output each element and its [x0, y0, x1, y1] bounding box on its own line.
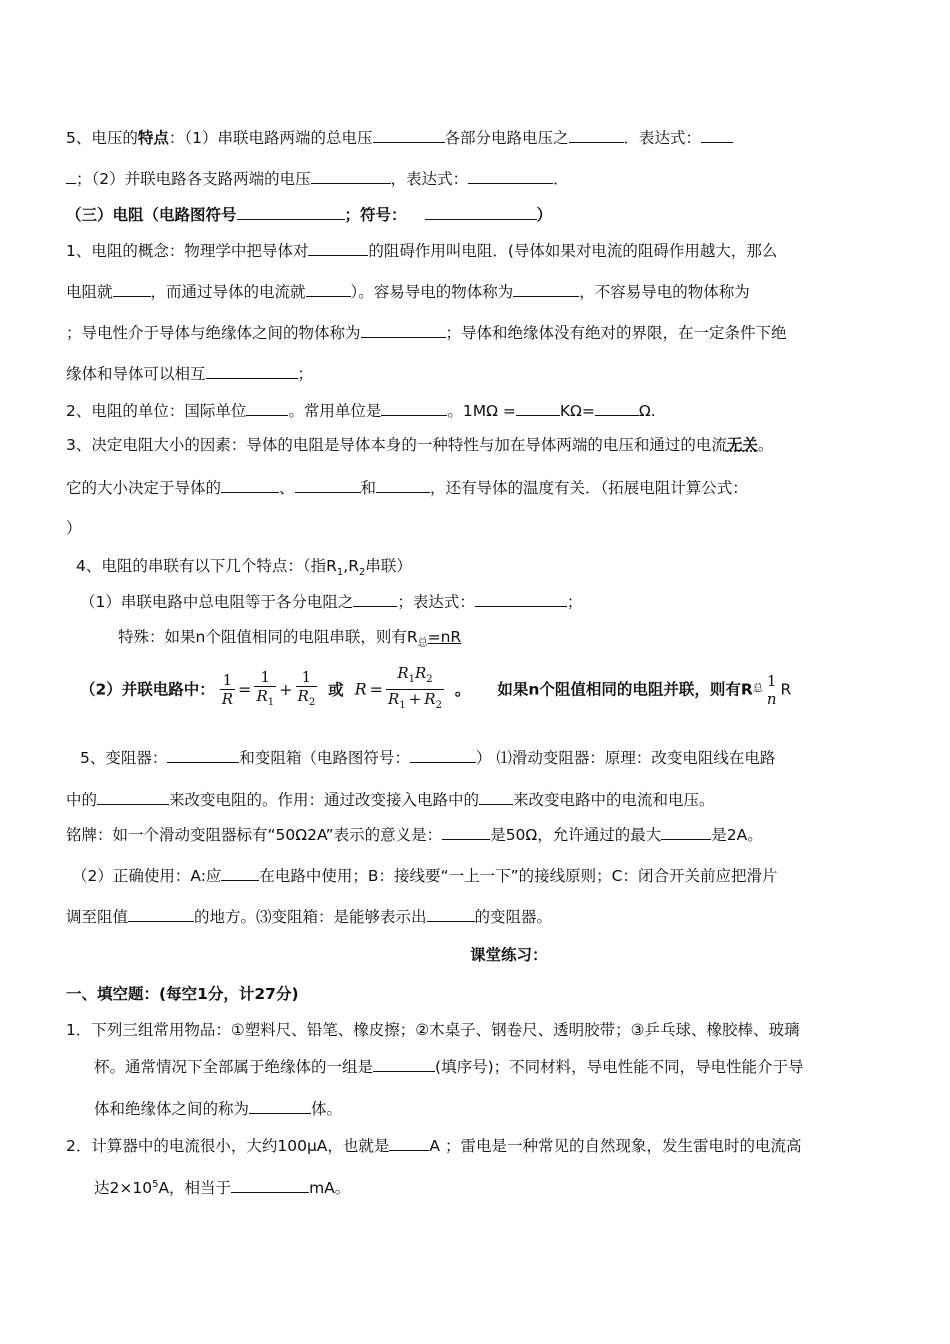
resistance-concept-line2 [66, 282, 750, 302]
text: 达2×10 [94, 1179, 153, 1198]
series-point1 [80, 592, 582, 612]
blank[interactable] [475, 592, 567, 607]
blank[interactable] [373, 128, 445, 143]
resistance-factors-line1 [66, 435, 773, 455]
bold-text: 如果n个阻值相同的电阻并联，则有R [497, 680, 753, 699]
text: ） [66, 519, 82, 537]
practice-title [470, 945, 548, 965]
voltage-characteristics-line2 [66, 169, 569, 189]
text: 。常用单位是 [288, 402, 382, 420]
resistance-concept-line4 [66, 364, 313, 384]
resistance-heading [66, 205, 552, 225]
denominator [386, 689, 444, 715]
blank[interactable] [206, 364, 298, 379]
text: 是2A。 [711, 826, 763, 844]
text: 1．下列三组常用物品：①塑料尺、铅笔、橡皮擦；②木桌子、钢卷尺、透明胶带；③乒乓球、橡胶棒、玻璃 [66, 1021, 800, 1039]
bold-text: 特点 [137, 129, 169, 147]
text: 的变阻器。 [474, 908, 553, 926]
text: ）。容易导电的物体称为 [350, 283, 514, 301]
denominator [296, 686, 318, 712]
question-1-line3 [94, 1099, 342, 1119]
text: 是50Ω，允许通过的最大 [490, 826, 662, 844]
parallel-line [80, 664, 791, 710]
question-1-line2 [94, 1057, 804, 1077]
var: R [397, 664, 409, 682]
question-2-line1 [66, 1136, 801, 1156]
blank[interactable] [595, 401, 639, 416]
text: 体。 [311, 1100, 343, 1118]
blank[interactable] [442, 825, 490, 840]
text: ；导电性介于导体与绝缘体之间的物体称为 [66, 324, 361, 342]
formula-text: =nR [427, 628, 462, 646]
text: ；（2）并联电路各支路两端的电压 [76, 170, 311, 188]
fraction-product-over-sum [386, 664, 444, 715]
rheostat-line3 [66, 825, 763, 845]
subscript: 总 [417, 638, 428, 650]
blank[interactable] [246, 401, 288, 416]
text: 在电路中使用；B：接线要“一上一下”的接线原则；C：闭合开关前应把滑片 [259, 867, 778, 885]
blank[interactable] [701, 128, 733, 143]
text: ；表达式： [397, 593, 475, 611]
resistance-factors-line3 [66, 518, 82, 538]
blank[interactable] [113, 282, 151, 297]
text: 中的 [66, 791, 98, 809]
text: 3、决定电阻大小的因素：导体的电阻是导体本身的一种特性与加在导体两端的电压和通过的电流 [66, 436, 727, 454]
text: 来改变电路中的电流和电压。 [513, 791, 715, 809]
blank[interactable] [295, 478, 361, 493]
superscript: 5 [152, 1179, 159, 1190]
numerator: 1 [766, 671, 777, 690]
question-1-line1 [66, 1020, 800, 1040]
blank[interactable] [237, 205, 345, 220]
text: 、 [279, 479, 295, 497]
resistance-concept-line3 [66, 323, 787, 343]
text: A，相当于 [158, 1179, 232, 1198]
text: ） ⑴滑动变阻器：原理：改变电阻线在电路 [475, 749, 776, 767]
text: KΩ= [559, 402, 595, 420]
var: R [414, 664, 427, 682]
text: A ；雷电是一种常见的自然现象，发生雷电时的电流高 [429, 1137, 802, 1155]
equals-sign: = [238, 679, 252, 699]
text: (填序号)；不同材料，导电性能不同，导电性能介于导 [435, 1058, 804, 1076]
blank[interactable] [249, 1099, 311, 1114]
text: ；导体和绝缘体没有绝对的界限，在一定条件下绝 [445, 324, 787, 342]
text: ； [297, 365, 314, 383]
resistance-units-line [66, 401, 656, 421]
text: 特殊：如果n个阻值相同的电阻串联，则有R [118, 628, 418, 646]
var: R [297, 686, 309, 705]
text: 来改变电阻的。作用：通过改变接入电路中的 [169, 791, 480, 809]
blank[interactable] [513, 282, 579, 297]
text: 和变阻箱（电路图符号： [239, 749, 410, 767]
text: 调至阻值 [66, 908, 129, 926]
resistance-factors-line2 [66, 478, 748, 498]
text: 杯。通常情况下全部属于绝缘体的一组是 [94, 1058, 374, 1076]
text: 铭牌：如一个滑动变阻器标有“50Ω2A”表示的意义是： [66, 826, 443, 844]
rheostat-line4 [72, 866, 777, 886]
denominator: R [221, 690, 234, 708]
text: 2．计算器中的电流很小，大约100μA，也就是 [66, 1137, 390, 1155]
practice-section-heading [66, 984, 299, 1004]
plus-sign: + [408, 690, 422, 708]
subscript: 1 [399, 700, 406, 711]
or-text: 或 [328, 680, 344, 699]
text: mA。 [309, 1179, 351, 1198]
blank[interactable] [425, 205, 537, 220]
text: ，不容易导电的物体称为 [579, 283, 750, 301]
fraction-1-over-R2 [296, 668, 318, 712]
blank[interactable] [381, 401, 447, 416]
text: （2）正确使用：A:应 [72, 867, 222, 885]
text: 2、电阻的单位：国际单位 [66, 402, 247, 420]
blank[interactable] [311, 169, 391, 184]
blank[interactable] [479, 790, 513, 805]
question-2-line2 [94, 1175, 350, 1198]
text: 一、填空题：(每空1分，计27分) [66, 985, 299, 1003]
blank[interactable] [221, 478, 279, 493]
subscript: 2 [308, 696, 316, 708]
blank[interactable] [376, 478, 430, 493]
text: ） [536, 206, 553, 224]
series-special [118, 627, 461, 654]
text: 它的大小决定于导体的 [66, 479, 222, 497]
blank[interactable] [468, 169, 553, 184]
text: ； [566, 593, 583, 611]
subscript: 2 [435, 700, 442, 711]
subscript: 1 [336, 567, 344, 579]
denominator: n [766, 689, 777, 708]
plus-sign: + [279, 679, 293, 699]
text: 缘体和导体可以相互 [66, 365, 206, 383]
rheostat-line5 [66, 907, 552, 927]
text: 和 [360, 479, 377, 497]
text: （三）电阻（电路图符号 [66, 206, 237, 224]
blank[interactable] [661, 825, 711, 840]
series-title [76, 556, 412, 583]
text: 体和绝缘体之间的称为 [94, 1100, 250, 1118]
text: 5、变阻器： [80, 749, 168, 767]
rheostat-line2 [66, 790, 715, 810]
text: Ω. [638, 402, 656, 420]
bold-text: （2）并联电路中： [80, 680, 215, 699]
text: 课堂练习： [470, 946, 548, 964]
blank[interactable] [66, 169, 76, 184]
resistance-concept-line1 [66, 241, 777, 261]
text: R [780, 680, 792, 699]
text: ,R [343, 557, 359, 575]
blank[interactable] [306, 282, 351, 297]
text: 4、电阻的串联有以下几个特点：（指R [76, 557, 337, 575]
rheostat-line1 [80, 748, 775, 768]
numerator [395, 664, 434, 689]
blank[interactable] [410, 748, 476, 763]
var-R: R [354, 679, 367, 699]
subscript: 1 [408, 674, 415, 685]
blank[interactable] [231, 1178, 309, 1193]
var: R [388, 690, 400, 708]
fraction-1-over-R1 [254, 668, 276, 712]
blank[interactable] [308, 241, 368, 256]
text: 。1MΩ = [447, 402, 516, 420]
voltage-characteristics-line1 [66, 128, 733, 148]
text: 。 [757, 436, 774, 454]
numerator: 1 [260, 667, 271, 686]
var: R [424, 690, 436, 708]
blank[interactable] [361, 323, 446, 338]
blank[interactable] [389, 1136, 429, 1151]
text: 的阻碍作用叫电阻．(导体如果对电流的阻碍作用越大，那么 [368, 242, 778, 260]
blank[interactable] [569, 128, 624, 143]
text: ；符号： [344, 206, 407, 224]
denominator [254, 686, 276, 712]
blank[interactable] [128, 907, 194, 922]
text: ，还有导体的温度有关．（拓展电阻计算公式： [430, 479, 748, 497]
blank[interactable] [516, 401, 560, 416]
var: R [256, 686, 268, 705]
subscript: 2 [358, 567, 366, 579]
text: 。 [454, 680, 471, 699]
numerator: 1 [301, 667, 312, 686]
fraction-1-over-R [220, 671, 235, 708]
text: ：（1）串联电路两端的总电压 [168, 129, 373, 147]
text: 各部分电路电压之 [444, 129, 569, 147]
blank[interactable] [97, 790, 169, 805]
text: 电阻就 [66, 283, 113, 301]
subscript: 2 [426, 674, 433, 685]
blank[interactable] [353, 592, 397, 607]
subscript: 总 [752, 683, 763, 695]
emphasis-text: 无关 [726, 436, 758, 454]
blank[interactable] [221, 866, 259, 881]
text: ，表达式： [390, 170, 469, 188]
numerator: 1 [222, 671, 233, 689]
text: 串联） [365, 557, 412, 575]
text: 的地方。⑶变阻箱：是能够表示出 [194, 908, 427, 926]
text: （1）串联电路中总电阻等于各分电阻之 [80, 593, 354, 611]
blank[interactable] [427, 907, 475, 922]
blank[interactable] [167, 748, 239, 763]
text: 1、电阻的概念：物理学中把导体对 [66, 242, 309, 260]
text: ． [553, 170, 569, 188]
text: ，而通过导体的电流就 [150, 283, 306, 301]
subscript: 1 [267, 696, 275, 708]
blank[interactable] [373, 1057, 435, 1072]
text: ．表达式： [623, 129, 702, 147]
equals-sign: = [369, 679, 384, 699]
text: 5、电压的 [66, 129, 138, 147]
fraction-1-over-n [765, 672, 779, 708]
